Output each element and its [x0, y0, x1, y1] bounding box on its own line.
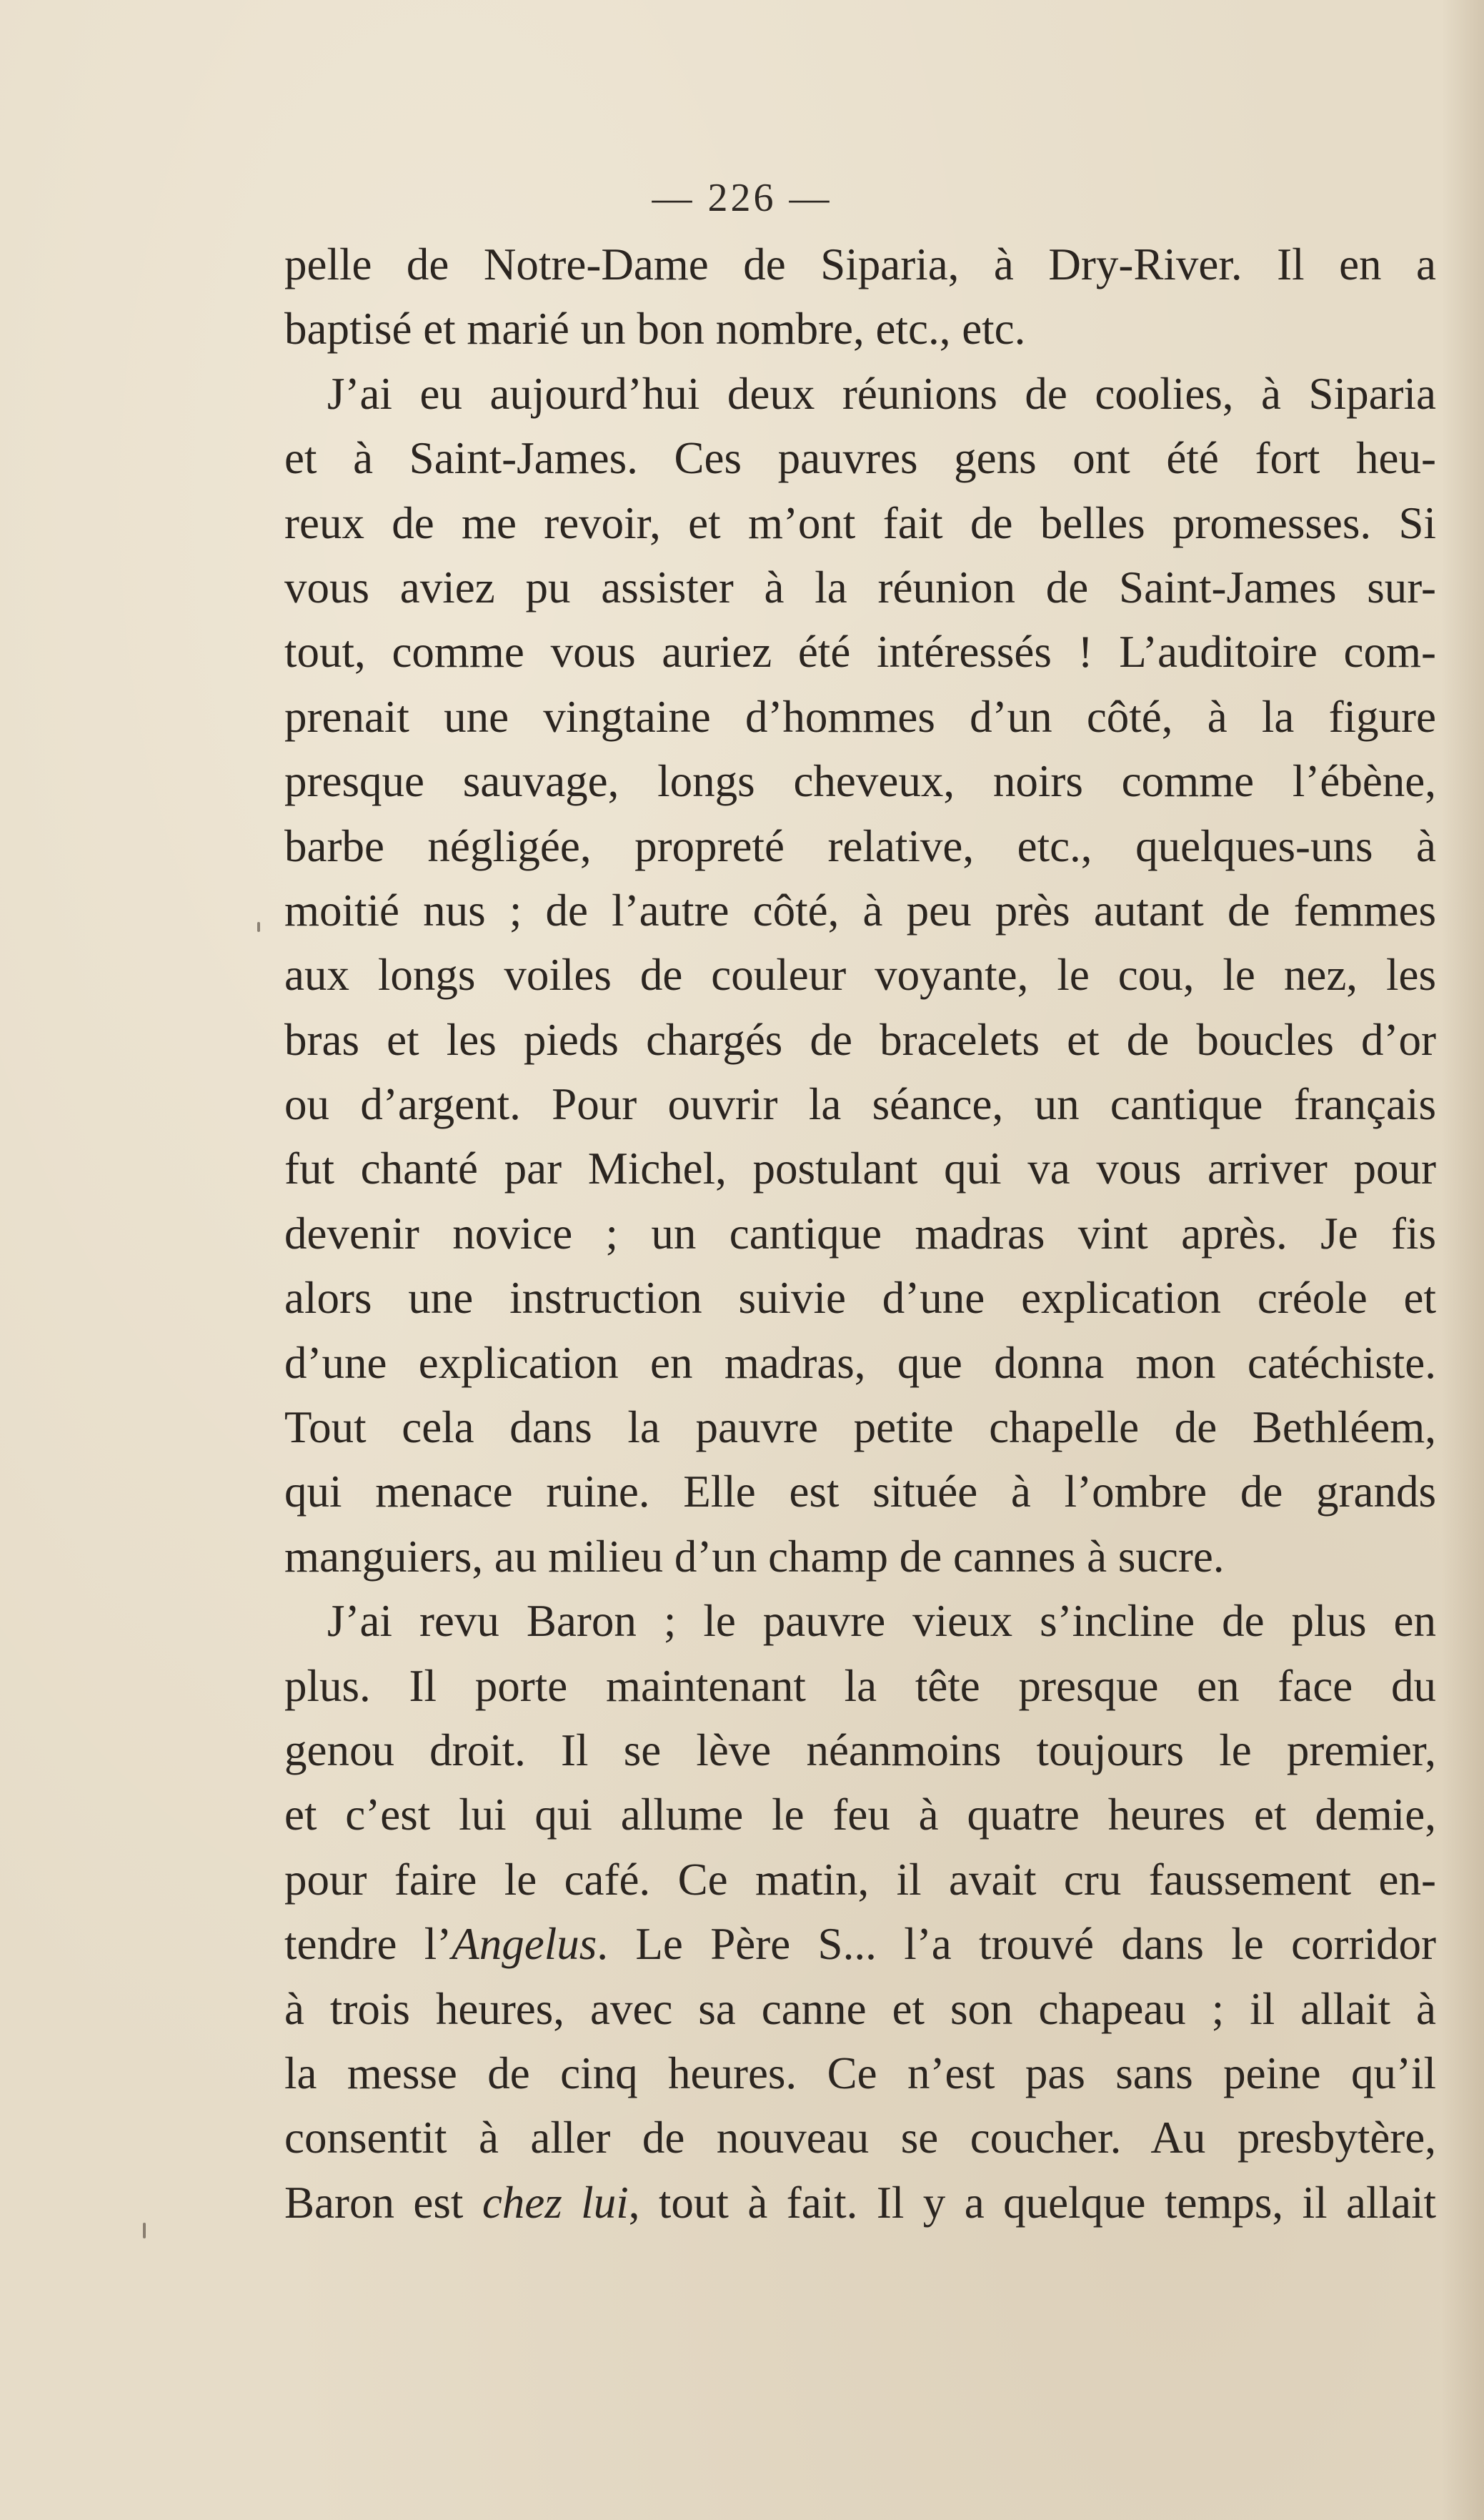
text-line: et à Saint-James. Ces pauvres gens ont été fort heu- — [284, 433, 1436, 484]
text-line: la messe de cinq heures. Ce n’est pas sans peine qu’il — [284, 2048, 1436, 2098]
text-line: bras et les pieds chargés de bracelets et de boucles d’or — [284, 1014, 1436, 1065]
paper-speck — [257, 922, 260, 932]
text-line: et c’est lui qui allume le feu à quatre heures et demie, — [284, 1790, 1436, 1840]
text-line: genou droit. Il se lève néanmoins toujours le premier, — [284, 1725, 1436, 1775]
text-line: devenir novice ; un cantique madras vint après. Je fis — [284, 1208, 1436, 1259]
text-line: tout, comme vous auriez été intéressés ! L’auditoire com- — [284, 627, 1436, 678]
page-edge-shadow — [1441, 0, 1484, 2520]
text-line: prenait une vingtaine d’hommes d’un côté, à la figure — [284, 691, 1436, 742]
text-run: Baron est — [284, 2177, 482, 2228]
text-run: . Le Père S... l’a trouvé dans le corridor — [597, 1919, 1436, 1970]
paper-speck — [143, 2223, 146, 2238]
text-line: baptisé et marié un bon nombre, etc., etc. — [284, 304, 1026, 354]
text-line: J’ai eu aujourd’hui deux réunions de coolies, à Siparia — [327, 368, 1436, 419]
body-text — [284, 232, 1436, 2235]
text-line: qui menace ruine. Elle est située à l’ombre de grands — [284, 1467, 1436, 1517]
text-line: pour faire le café. Ce matin, il avait cru faussement en- — [284, 1854, 1436, 1905]
text-line: ou d’argent. Pour ouvrir la séance, un cantique français — [284, 1079, 1436, 1130]
italic-text: Angelus — [452, 1919, 597, 1970]
italic-text: chez lui — [482, 2177, 629, 2228]
text-line: consentit à aller de nouveau se coucher. Au presbytère, — [284, 2113, 1436, 2163]
text-line: vous aviez pu assister à la réunion de Saint-James sur- — [284, 562, 1436, 612]
text-line: moitié nus ; de l’autre côté, à peu près autant de femmes — [284, 885, 1436, 936]
text-line: J’ai revu Baron ; le pauvre vieux s’incline de plus en — [327, 1596, 1436, 1647]
text-line: Tout cela dans la pauvre petite chapelle de Bethléem, — [284, 1402, 1436, 1453]
text-run: tendre l’ — [284, 1919, 452, 1970]
text-line: presque sauvage, longs cheveux, noirs comme l’ébène, — [284, 756, 1436, 807]
text-line: à trois heures, avec sa canne et son chapeau ; il allait à — [284, 1983, 1436, 2034]
text-line: d’une explication en madras, que donna mon catéchiste. — [284, 1337, 1436, 1388]
text-line: reux de me revoir, et m’ont fait de belles promesses. Si — [284, 497, 1436, 548]
text-line — [284, 2171, 1436, 2235]
text-line: barbe négligée, propreté relative, etc., quelques-uns à — [284, 820, 1436, 871]
text-line: fut chanté par Michel, postulant qui va vous arriver pour — [284, 1144, 1436, 1194]
text-line: pelle de Notre-Dame de Siparia, à Dry-River. Il en a — [284, 239, 1436, 289]
text-line — [284, 1912, 1436, 1976]
text-line: alors une instruction suivie d’une explication créole et — [284, 1273, 1436, 1324]
text-line: aux longs voiles de couleur voyante, le cou, le nez, les — [284, 950, 1436, 1001]
page-number: — 226 — — [652, 176, 832, 220]
text-run: , tout à fait. Il y a quelque temps, il allait — [628, 2177, 1436, 2228]
text-line: plus. Il porte maintenant la tête presque en face du — [284, 1660, 1436, 1711]
text-line: manguiers, au milieu d’un champ de cannes à sucre. — [284, 1531, 1225, 1582]
